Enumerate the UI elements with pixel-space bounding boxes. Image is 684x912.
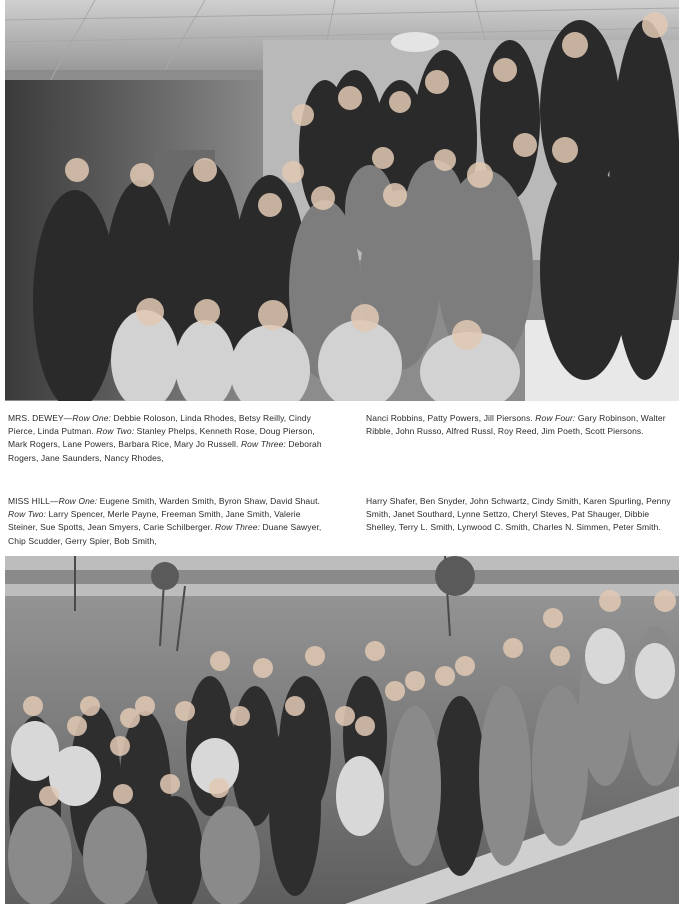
row-names: Duane Sawyer, Chip Scudder, Gerry Spier, Bob Smith, — [8, 522, 322, 546]
row-label: Row Two: — [96, 426, 135, 437]
row-names: Larry Spencer, Merle Payne, Freeman Smith, Jane Smith, Valerie Steiner, Sue Spotts, Jean Smyers, Carie Schilberger. — [8, 509, 301, 533]
caption-dewey-col1: MRS. DEWEY—Row One: Debbie Roloson, Linda Rhodes, Betsy Reilly, Cindy Pierce, Linda Putman. Row Two: Stanley Phelps, Kenneth Rose, Doug Pierson, Mark Rogers, Lane Powers, Barbara Rice, Mary Jo Russell. Row Three: Deborah Rogers, Jane Saunders, Nancy Rhodes, — [8, 413, 322, 463]
teacher-name: MRS. DEWEY — [8, 413, 64, 423]
row-label: Row Two: — [8, 509, 46, 520]
row-label: Row Three: — [215, 522, 260, 533]
row-label: Row One: — [58, 496, 98, 506]
class-photo-bottom — [5, 556, 679, 904]
row-names: Gary Robinson, Walter Ribble, John Russo, Alfred Russl, Roy Reed, Jim Poeth, Scott Piersons. — [366, 413, 666, 437]
row-names: Deborah Rogers, Jane Saunders, Nancy Rhodes, — [8, 439, 322, 463]
teacher-name: MISS HILL — [8, 496, 50, 506]
caption-hill-col1: MISS HILL—Row One: Eugene Smith, Warden Smith, Byron Shaw, David Shaut. Row Two: Larry Spencer, Merle Payne, Freeman Smith, Jane Smith, Valerie Steiner, Sue Spotts, Jean Smyers, Carie Schilberger. Row Three: Duane Sawyer, Chip Scudder, Gerry Spier, Bob Smith, — [8, 496, 322, 546]
class-photo-top — [5, 0, 679, 401]
row-names: Eugene Smith, Warden Smith, Byron Shaw, David Shaut. — [99, 496, 320, 506]
class-photo-bottom-image — [5, 556, 679, 904]
row-names: Nanci Robbins, Patty Powers, Jill Piersons. — [366, 413, 533, 423]
row-label: Row Four: — [535, 413, 576, 423]
class-photo-top-image — [5, 0, 679, 401]
row-label: Row Three: — [240, 439, 286, 450]
row-names: Stanley Phelps, Kenneth Rose, Doug Pierson, Mark Rogers, Lane Powers, Barbara Rice, Mary Jo Russell. — [8, 426, 315, 450]
caption-hill-col2 — [366, 495, 678, 535]
row-label: Row One: — [72, 413, 111, 423]
caption-dewey-col2 — [366, 412, 678, 438]
row-names: Harry Shafer, Ben Snyder, John Schwartz, Cindy Smith, Karen Spurling, Penny Smith, Janet Southard, Lynne Settzo, Cheryl Steves, Pat Shauger, Dibbie Shelley, Terry L. Smith, Lynwood C. Smith, Charles N. Simmen, Peter Smith. — [366, 496, 671, 533]
row-names: Debbie Roloson, Linda Rhodes, Betsy Reilly, Cindy Pierce, Linda Putman. — [8, 413, 311, 437]
